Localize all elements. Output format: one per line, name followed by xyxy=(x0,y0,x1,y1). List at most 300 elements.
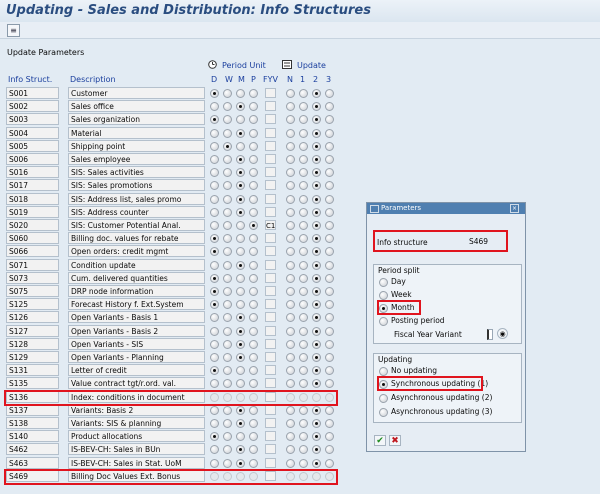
update-radio-3[interactable] xyxy=(325,313,334,322)
period-radio-w[interactable] xyxy=(223,234,232,243)
fyv-field[interactable] xyxy=(265,167,276,177)
period-radio-w[interactable] xyxy=(223,287,232,296)
fyv-field[interactable] xyxy=(265,312,276,322)
radio-no-updating[interactable] xyxy=(379,367,388,376)
update-radio-3[interactable] xyxy=(325,261,334,270)
table-row-code: S138 xyxy=(6,417,59,429)
period-radio-p[interactable] xyxy=(249,366,258,375)
period-radio-w[interactable] xyxy=(223,445,232,454)
period-radio-p[interactable] xyxy=(249,287,258,296)
period-radio-w[interactable] xyxy=(223,129,232,138)
period-radio-p[interactable] xyxy=(249,115,258,124)
period-radio-m[interactable] xyxy=(236,129,245,138)
update-heading: Update xyxy=(297,61,326,70)
period-radio-d[interactable] xyxy=(210,168,219,177)
period-radio-d[interactable] xyxy=(210,129,219,138)
period-split-group xyxy=(373,264,522,344)
period-radio-w[interactable] xyxy=(223,432,232,441)
period-radio-p[interactable] xyxy=(249,353,258,362)
period-radio-d[interactable] xyxy=(210,221,219,230)
period-radio-m[interactable] xyxy=(236,89,245,98)
period-radio-d[interactable] xyxy=(210,208,219,217)
fyv-field[interactable] xyxy=(265,88,276,98)
update-radio-1[interactable] xyxy=(299,406,308,415)
update-radio-n[interactable] xyxy=(286,221,295,230)
update-radio-3[interactable] xyxy=(325,89,334,98)
period-radio-m[interactable] xyxy=(236,155,245,164)
period-radio-m[interactable] xyxy=(236,168,245,177)
update-radio-1[interactable] xyxy=(299,142,308,151)
update-radio-1[interactable] xyxy=(299,327,308,336)
fyv-field[interactable] xyxy=(265,260,276,270)
update-radio-n[interactable] xyxy=(286,406,295,415)
update-radio-1[interactable] xyxy=(299,247,308,256)
period-radio-d[interactable] xyxy=(210,419,219,428)
update-radio-1[interactable] xyxy=(299,274,308,283)
update-radio-1[interactable] xyxy=(299,221,308,230)
update-radio-3[interactable] xyxy=(325,327,334,336)
update-radio-2[interactable] xyxy=(312,406,321,415)
update-radio-2[interactable] xyxy=(312,327,321,336)
update-radio-n[interactable] xyxy=(286,353,295,362)
table-row-description: Forecast History f. Ext.System xyxy=(68,298,205,310)
period-radio-m[interactable] xyxy=(236,247,245,256)
update-radio-2[interactable] xyxy=(312,300,321,309)
update-radio-2[interactable] xyxy=(312,419,321,428)
update-radio-1[interactable] xyxy=(299,300,308,309)
cancel-button[interactable]: ✖ xyxy=(389,435,401,446)
period-radio-w[interactable] xyxy=(223,208,232,217)
fyv-field[interactable] xyxy=(265,365,276,375)
period-radio-m[interactable] xyxy=(236,195,245,204)
table-row-code: S004 xyxy=(6,127,59,139)
update-radio-n[interactable] xyxy=(286,247,295,256)
period-radio-d[interactable] xyxy=(210,274,219,283)
update-radio-1[interactable] xyxy=(299,379,308,388)
period-radio-w[interactable] xyxy=(223,155,232,164)
period-radio-p[interactable] xyxy=(249,247,258,256)
fyv-field[interactable] xyxy=(265,141,276,151)
period-radio-w[interactable] xyxy=(223,142,232,151)
period-radio-m[interactable] xyxy=(236,274,245,283)
period-radio-w[interactable] xyxy=(223,313,232,322)
close-icon[interactable]: × xyxy=(511,205,518,212)
period-radio-p[interactable] xyxy=(249,300,258,309)
update-radio-n[interactable] xyxy=(286,195,295,204)
update-radio-n[interactable] xyxy=(286,459,295,468)
period-radio-m[interactable] xyxy=(236,379,245,388)
radio-week[interactable] xyxy=(379,291,388,300)
fyv-field[interactable] xyxy=(265,299,276,309)
fyv-field[interactable] xyxy=(265,339,276,349)
period-radio-p[interactable] xyxy=(249,432,258,441)
period-radio-p[interactable] xyxy=(249,340,258,349)
update-radio-n[interactable] xyxy=(286,300,295,309)
fyv-field[interactable] xyxy=(265,128,276,138)
update-radio-n[interactable] xyxy=(286,168,295,177)
period-radio-d[interactable] xyxy=(210,379,219,388)
period-radio-d[interactable] xyxy=(210,300,219,309)
period-radio-w[interactable] xyxy=(223,274,232,283)
fyv-field[interactable] xyxy=(265,458,276,468)
update-radio-2[interactable] xyxy=(312,168,321,177)
update-radio-2[interactable] xyxy=(312,445,321,454)
period-radio-m[interactable] xyxy=(236,102,245,111)
update-radio-2[interactable] xyxy=(312,313,321,322)
updating-title: Updating xyxy=(378,355,413,364)
period-radio-d[interactable] xyxy=(210,287,219,296)
period-radio-p[interactable] xyxy=(249,155,258,164)
update-radio-1[interactable] xyxy=(299,89,308,98)
period-radio-p[interactable] xyxy=(249,89,258,98)
ok-button[interactable]: ✔ xyxy=(374,435,386,446)
period-radio-d[interactable] xyxy=(210,327,219,336)
period-radio-d[interactable] xyxy=(210,261,219,270)
table-row-description: Open Variants - Basis 1 xyxy=(68,311,205,323)
update-radio-3[interactable] xyxy=(325,168,334,177)
period-radio-p[interactable] xyxy=(249,102,258,111)
period-radio-d[interactable] xyxy=(210,181,219,190)
update-radio-1[interactable] xyxy=(299,195,308,204)
update-radio-n[interactable] xyxy=(286,340,295,349)
period-radio-p[interactable] xyxy=(249,459,258,468)
period-radio-d[interactable] xyxy=(210,155,219,164)
update-radio-3[interactable] xyxy=(325,221,334,230)
fyv-field[interactable] xyxy=(265,326,276,336)
update-radio-2[interactable] xyxy=(312,181,321,190)
period-radio-d[interactable] xyxy=(210,234,219,243)
update-radio-2[interactable] xyxy=(312,208,321,217)
fyv-field[interactable] xyxy=(265,114,276,124)
update-radio-1[interactable] xyxy=(299,115,308,124)
update-radio-1[interactable] xyxy=(299,129,308,138)
fyv-field[interactable] xyxy=(265,444,276,454)
period-radio-m[interactable] xyxy=(236,287,245,296)
period-radio-w[interactable] xyxy=(223,221,232,230)
update-radio-2[interactable] xyxy=(312,379,321,388)
update-radio-3[interactable] xyxy=(325,102,334,111)
update-radio-3[interactable] xyxy=(325,432,334,441)
period-radio-m[interactable] xyxy=(236,115,245,124)
update-radio-2[interactable] xyxy=(312,366,321,375)
fyv-field[interactable] xyxy=(265,194,276,204)
period-radio-w[interactable] xyxy=(223,327,232,336)
update-radio-n[interactable] xyxy=(286,89,295,98)
period-radio-w[interactable] xyxy=(223,115,232,124)
table-row-code: S005 xyxy=(6,140,59,152)
update-radio-3[interactable] xyxy=(325,287,334,296)
update-radio-2[interactable] xyxy=(312,247,321,256)
update-radio-1[interactable] xyxy=(299,419,308,428)
update-radio-3[interactable] xyxy=(325,379,334,388)
update-radio-2[interactable] xyxy=(312,353,321,362)
table-row-code: S140 xyxy=(6,430,59,442)
fyv-field[interactable] xyxy=(265,207,276,217)
update-radio-3[interactable] xyxy=(325,115,334,124)
table-row-description: Shipping point xyxy=(68,140,205,152)
update-radio-n[interactable] xyxy=(286,155,295,164)
update-radio-2[interactable] xyxy=(312,102,321,111)
period-radio-w[interactable] xyxy=(223,195,232,204)
table-row-code: S018 xyxy=(6,193,59,205)
info-structure-value[interactable]: S469 xyxy=(469,237,489,246)
update-radio-1[interactable] xyxy=(299,287,308,296)
update-radio-2[interactable] xyxy=(312,287,321,296)
update-radio-2[interactable] xyxy=(312,195,321,204)
period-radio-p[interactable] xyxy=(249,313,258,322)
update-radio-3[interactable] xyxy=(325,406,334,415)
update-radio-3[interactable] xyxy=(325,142,334,151)
update-radio-1[interactable] xyxy=(299,340,308,349)
period-radio-w[interactable] xyxy=(223,340,232,349)
fyv-field[interactable] xyxy=(265,405,276,415)
period-radio-w[interactable] xyxy=(223,168,232,177)
update-radio-1[interactable] xyxy=(299,181,308,190)
fyv-field[interactable] xyxy=(265,352,276,362)
update-radio-n[interactable] xyxy=(286,274,295,283)
period-radio-w[interactable] xyxy=(223,102,232,111)
period-radio-p[interactable] xyxy=(249,406,258,415)
period-radio-w[interactable] xyxy=(223,379,232,388)
update-radio-n[interactable] xyxy=(286,208,295,217)
period-radio-p[interactable] xyxy=(249,234,258,243)
fyv-field[interactable] xyxy=(265,101,276,111)
update-radio-2[interactable] xyxy=(312,115,321,124)
fyv-field[interactable] xyxy=(265,431,276,441)
period-radio-m[interactable] xyxy=(236,432,245,441)
update-radio-n[interactable] xyxy=(286,102,295,111)
update-radio-n[interactable] xyxy=(286,181,295,190)
update-radio-1[interactable] xyxy=(299,445,308,454)
period-radio-w[interactable] xyxy=(223,89,232,98)
period-radio-m[interactable] xyxy=(236,142,245,151)
update-radio-3[interactable] xyxy=(325,234,334,243)
update-radio-3[interactable] xyxy=(325,459,334,468)
period-radio-w[interactable] xyxy=(223,261,232,270)
table-row-code: S137 xyxy=(6,404,59,416)
toolbar xyxy=(0,22,600,39)
update-radio-2[interactable] xyxy=(312,432,321,441)
table-row-description: Open Variants - SIS xyxy=(68,338,205,350)
period-radio-p[interactable] xyxy=(249,274,258,283)
update-radio-1[interactable] xyxy=(299,432,308,441)
table-row-code: S469 xyxy=(6,470,59,482)
update-radio-n[interactable] xyxy=(286,419,295,428)
update-radio-n[interactable] xyxy=(286,129,295,138)
period-radio-d[interactable] xyxy=(210,89,219,98)
update-radio-1[interactable] xyxy=(299,155,308,164)
table-row-description: SIS: Customer Potential Anal. xyxy=(68,219,205,231)
period-radio-p[interactable] xyxy=(249,168,258,177)
period-radio-d[interactable] xyxy=(210,406,219,415)
update-radio-1[interactable] xyxy=(299,366,308,375)
period-radio-w[interactable] xyxy=(223,300,232,309)
period-radio-d[interactable] xyxy=(210,432,219,441)
period-radio-d[interactable] xyxy=(210,313,219,322)
update-radio-n[interactable] xyxy=(286,432,295,441)
table-row-description: Condition update xyxy=(68,259,205,271)
update-radio-2[interactable] xyxy=(312,129,321,138)
period-radio-w[interactable] xyxy=(223,247,232,256)
table-row-description: Cum. delivered quantities xyxy=(68,272,205,284)
update-radio-3[interactable] xyxy=(325,274,334,283)
update-radio-1[interactable] xyxy=(299,459,308,468)
update-radio-n[interactable] xyxy=(286,115,295,124)
update-radio-2[interactable] xyxy=(312,142,321,151)
period-radio-w[interactable] xyxy=(223,419,232,428)
update-radio-3[interactable] xyxy=(325,129,334,138)
update-radio-2[interactable] xyxy=(312,274,321,283)
update-radio-3[interactable] xyxy=(325,208,334,217)
period-radio-p[interactable] xyxy=(249,195,258,204)
update-radio-2[interactable] xyxy=(312,155,321,164)
update-radio-1[interactable] xyxy=(299,313,308,322)
table-row-code: S071 xyxy=(6,259,59,271)
update-radio-2[interactable] xyxy=(312,234,321,243)
period-radio-w[interactable] xyxy=(223,181,232,190)
info-struct-heading: Info Struct. xyxy=(8,75,53,84)
update-radio-3[interactable] xyxy=(325,300,334,309)
radio-posting-period[interactable] xyxy=(379,317,388,326)
table-row-code: S020 xyxy=(6,219,59,231)
period-radio-w[interactable] xyxy=(223,353,232,362)
period-radio-m[interactable] xyxy=(236,353,245,362)
period-radio-m[interactable] xyxy=(236,366,245,375)
period-radio-m[interactable] xyxy=(236,208,245,217)
update-radio-n[interactable] xyxy=(286,142,295,151)
update-radio-n[interactable] xyxy=(286,261,295,270)
table-row-description: Customer xyxy=(68,87,205,99)
table-row-code: S019 xyxy=(6,206,59,218)
period-radio-d[interactable] xyxy=(210,102,219,111)
update-radio-n[interactable] xyxy=(286,445,295,454)
period-radio-m[interactable] xyxy=(236,419,245,428)
list-icon[interactable]: ≡ xyxy=(7,24,20,37)
option-no-updating: No updating xyxy=(391,366,437,375)
update-radio-n[interactable] xyxy=(286,379,295,388)
update-radio-2[interactable] xyxy=(312,459,321,468)
period-radio-m[interactable] xyxy=(236,340,245,349)
update-radio-2[interactable] xyxy=(312,340,321,349)
update-radio-n[interactable] xyxy=(286,366,295,375)
fyv-field[interactable] xyxy=(265,246,276,256)
period-radio-m[interactable] xyxy=(236,221,245,230)
update-radio-n[interactable] xyxy=(286,234,295,243)
period-radio-d[interactable] xyxy=(210,366,219,375)
highlight-info-structure xyxy=(373,230,508,252)
period-radio-m[interactable] xyxy=(236,327,245,336)
period-radio-d[interactable] xyxy=(210,445,219,454)
period-radio-d[interactable] xyxy=(210,247,219,256)
fyv-field[interactable] xyxy=(265,273,276,283)
period-radio-p[interactable] xyxy=(249,419,258,428)
fyv-field[interactable] xyxy=(265,418,276,428)
fyv-field[interactable] xyxy=(265,154,276,164)
update-radio-1[interactable] xyxy=(299,234,308,243)
update-radio-3[interactable] xyxy=(325,419,334,428)
fyv-field[interactable]: C1 xyxy=(266,222,276,230)
table-row-description: Sales employee xyxy=(68,153,205,165)
period-radio-p[interactable] xyxy=(249,142,258,151)
period-radio-d[interactable] xyxy=(210,115,219,124)
period-radio-d[interactable] xyxy=(210,195,219,204)
period-radio-m[interactable] xyxy=(236,181,245,190)
col-p-heading: P xyxy=(251,75,256,84)
update-radio-2[interactable] xyxy=(312,261,321,270)
period-radio-d[interactable] xyxy=(210,142,219,151)
fiscal-year-variant-input[interactable] xyxy=(487,329,493,340)
table-row-code: S129 xyxy=(6,351,59,363)
period-radio-d[interactable] xyxy=(210,459,219,468)
update-radio-2[interactable] xyxy=(312,89,321,98)
update-radio-n[interactable] xyxy=(286,287,295,296)
period-radio-m[interactable] xyxy=(236,234,245,243)
update-radio-3[interactable] xyxy=(325,340,334,349)
radio-asynchronous-3[interactable] xyxy=(379,408,388,417)
period-radio-w[interactable] xyxy=(223,406,232,415)
period-radio-p[interactable] xyxy=(249,129,258,138)
highlight-synchronous xyxy=(377,376,483,391)
update-radio-3[interactable] xyxy=(325,247,334,256)
period-radio-p[interactable] xyxy=(249,327,258,336)
update-radio-3[interactable] xyxy=(325,353,334,362)
update-radio-3[interactable] xyxy=(325,366,334,375)
period-radio-m[interactable] xyxy=(236,406,245,415)
update-radio-1[interactable] xyxy=(299,353,308,362)
col-w-heading: W xyxy=(225,75,233,84)
period-radio-w[interactable] xyxy=(223,366,232,375)
period-radio-p[interactable] xyxy=(249,379,258,388)
period-radio-p[interactable] xyxy=(249,208,258,217)
table-row-description: SIS: Sales promotions xyxy=(68,179,205,191)
period-radio-p[interactable] xyxy=(249,445,258,454)
update-radio-1[interactable] xyxy=(299,168,308,177)
period-radio-m[interactable] xyxy=(236,445,245,454)
table-row-description: DRP node information xyxy=(68,285,205,297)
period-radio-m[interactable] xyxy=(236,459,245,468)
period-radio-d[interactable] xyxy=(210,340,219,349)
period-radio-p[interactable] xyxy=(249,261,258,270)
period-radio-m[interactable] xyxy=(236,300,245,309)
update-radio-1[interactable] xyxy=(299,208,308,217)
fyv-field[interactable] xyxy=(265,378,276,388)
update-radio-3[interactable] xyxy=(325,181,334,190)
period-radio-m[interactable] xyxy=(236,261,245,270)
update-radio-3[interactable] xyxy=(325,155,334,164)
period-radio-d[interactable] xyxy=(210,353,219,362)
radio-day[interactable] xyxy=(379,278,388,287)
update-radio-3[interactable] xyxy=(325,195,334,204)
update-radio-3[interactable] xyxy=(325,445,334,454)
period-radio-m[interactable] xyxy=(236,313,245,322)
fyv-field[interactable] xyxy=(265,233,276,243)
fyv-field[interactable] xyxy=(265,180,276,190)
period-radio-p[interactable] xyxy=(249,221,258,230)
update-radio-1[interactable] xyxy=(299,102,308,111)
update-radio-2[interactable] xyxy=(312,221,321,230)
period-radio-w[interactable] xyxy=(223,459,232,468)
table-row-description: Product allocations xyxy=(68,430,205,442)
table-row-code: S075 xyxy=(6,285,59,297)
search-help-icon[interactable]: ◉ xyxy=(497,328,508,339)
update-radio-n[interactable] xyxy=(286,313,295,322)
fyv-field[interactable] xyxy=(265,286,276,296)
radio-asynchronous-2[interactable] xyxy=(379,394,388,403)
table-row-description: Sales office xyxy=(68,100,205,112)
update-radio-1[interactable] xyxy=(299,261,308,270)
period-radio-p[interactable] xyxy=(249,181,258,190)
update-radio-n[interactable] xyxy=(286,327,295,336)
